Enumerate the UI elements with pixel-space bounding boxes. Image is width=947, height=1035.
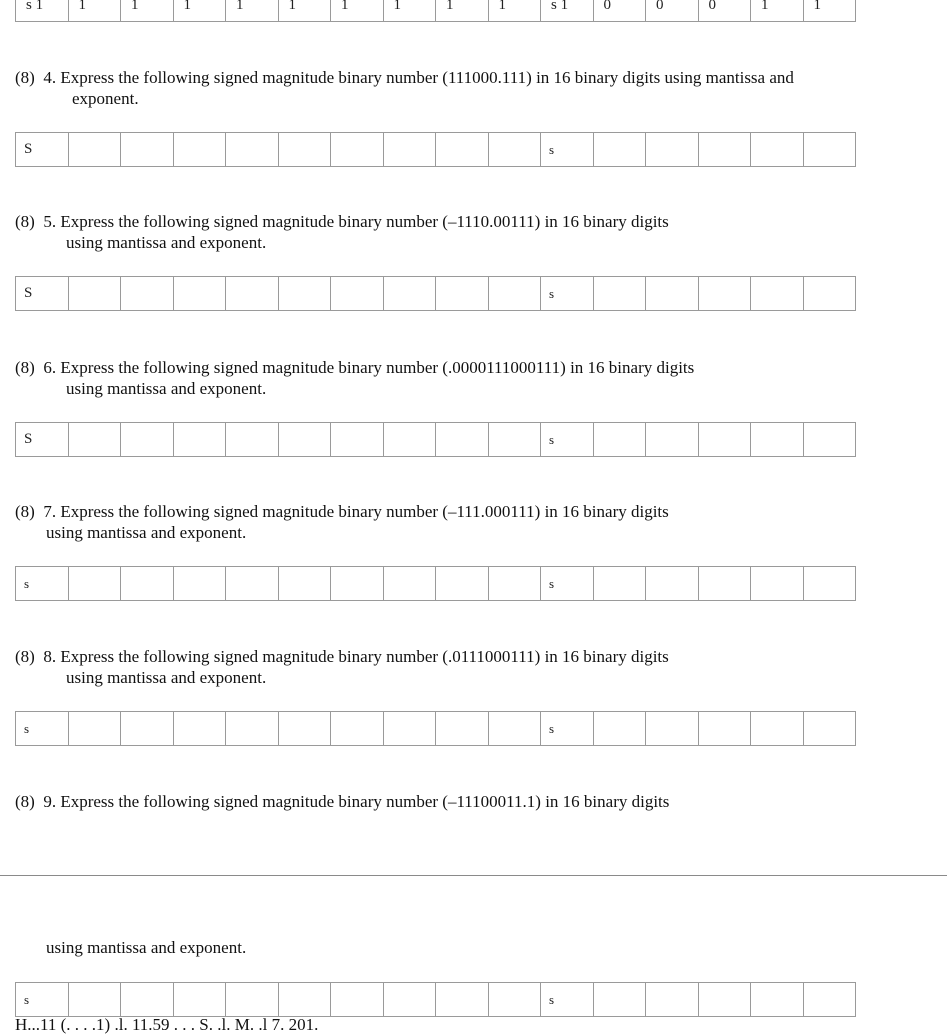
exponent-cell[interactable] xyxy=(594,983,647,1016)
mantissa-cell[interactable] xyxy=(489,133,542,166)
exponent-cell[interactable] xyxy=(646,277,699,310)
question-text-cont: using mantissa and exponent. xyxy=(66,668,267,687)
exponent-cell[interactable] xyxy=(594,712,647,745)
exponent-cell[interactable] xyxy=(804,712,857,745)
grid-cell: 0 xyxy=(699,0,752,21)
question-points: (8) xyxy=(15,68,35,87)
grid-cell: 1 xyxy=(121,0,174,21)
mantissa-cell[interactable] xyxy=(121,983,174,1016)
grid-cell: 1 xyxy=(174,0,227,21)
question-text: 9. Express the following signed magnitude binary number (–11100011.1) in 16 binary digits xyxy=(43,792,670,811)
mantissa-cell[interactable] xyxy=(279,567,332,600)
question-points: (8) xyxy=(15,792,35,811)
exponent-cell[interactable] xyxy=(646,133,699,166)
exponent-cell[interactable] xyxy=(594,567,647,600)
exponent-cell[interactable] xyxy=(646,712,699,745)
exponent-cell[interactable] xyxy=(804,983,857,1016)
question-7 xyxy=(15,501,935,543)
sign-cell[interactable]: S xyxy=(16,423,69,456)
grid-cell: 0 xyxy=(646,0,699,21)
grid-cell: 1 xyxy=(331,0,384,21)
sign-cell[interactable]: S xyxy=(16,277,69,310)
mantissa-cell[interactable] xyxy=(331,133,384,166)
exponent-sign-cell[interactable]: s xyxy=(541,133,594,166)
exponent-cell[interactable] xyxy=(751,712,804,745)
mantissa-cell[interactable] xyxy=(384,423,437,456)
exponent-cell[interactable] xyxy=(751,277,804,310)
mantissa-cell[interactable] xyxy=(174,133,227,166)
grid-cell: 1 xyxy=(436,0,489,21)
question-9 xyxy=(15,791,935,812)
mantissa-cell[interactable] xyxy=(331,423,384,456)
mantissa-cell[interactable] xyxy=(436,423,489,456)
exponent-cell[interactable] xyxy=(751,423,804,456)
question-text: 5. Express the following signed magnitude binary number (–1110.00111) in 16 binary digits xyxy=(43,212,669,231)
mantissa-cell[interactable] xyxy=(384,277,437,310)
question-text: 4. Express the following signed magnitude binary number (111000.111) in 16 binary digits using mantissa and xyxy=(43,68,794,87)
mantissa-cell[interactable] xyxy=(436,567,489,600)
mantissa-cell[interactable] xyxy=(489,567,542,600)
question-points: (8) xyxy=(15,212,35,231)
grid-cell: 1 xyxy=(804,0,857,21)
grid-cell: s 1 xyxy=(541,0,594,21)
mantissa-cell[interactable] xyxy=(174,712,227,745)
mantissa-cell[interactable] xyxy=(226,277,279,310)
mantissa-cell[interactable] xyxy=(489,983,542,1016)
answer-grid-q8 xyxy=(15,711,856,746)
question-6 xyxy=(15,357,935,399)
exponent-cell[interactable] xyxy=(699,712,752,745)
exponent-sign-cell[interactable]: s xyxy=(541,712,594,745)
answer-grid-q7 xyxy=(15,566,856,601)
sign-cell[interactable]: s xyxy=(16,712,69,745)
mantissa-cell[interactable] xyxy=(331,277,384,310)
exponent-cell[interactable] xyxy=(699,983,752,1016)
grid-cell: 1 xyxy=(226,0,279,21)
mantissa-cell[interactable] xyxy=(226,983,279,1016)
mantissa-cell[interactable] xyxy=(489,712,542,745)
mantissa-cell[interactable] xyxy=(69,277,122,310)
mantissa-cell[interactable] xyxy=(279,133,332,166)
mantissa-cell[interactable] xyxy=(436,712,489,745)
mantissa-cell[interactable] xyxy=(121,567,174,600)
exponent-cell[interactable] xyxy=(646,423,699,456)
mantissa-cell[interactable] xyxy=(331,567,384,600)
grid-cell: 1 xyxy=(384,0,437,21)
exponent-cell[interactable] xyxy=(699,277,752,310)
exponent-sign-cell[interactable]: s xyxy=(541,567,594,600)
grid-cell: 1 xyxy=(69,0,122,21)
mantissa-cell[interactable] xyxy=(69,983,122,1016)
mantissa-cell[interactable] xyxy=(384,133,437,166)
mantissa-cell[interactable] xyxy=(121,133,174,166)
exponent-sign-cell[interactable]: s xyxy=(541,277,594,310)
answer-grid-q6 xyxy=(15,422,856,457)
exponent-cell[interactable] xyxy=(594,277,647,310)
question-text-cont: using mantissa and exponent. xyxy=(66,233,267,252)
exponent-cell[interactable] xyxy=(699,567,752,600)
exponent-cell[interactable] xyxy=(804,133,857,166)
question-text: 8. Express the following signed magnitude binary number (.0111000111) in 16 binary digits xyxy=(43,647,669,666)
question-text-cont: using mantissa and exponent. xyxy=(46,523,247,542)
page-break-divider xyxy=(0,875,947,876)
exponent-sign-cell[interactable]: s xyxy=(541,983,594,1016)
footer-text: H...11 (. . . .1) .l. 11.59 . . . S. .l. M. .l 7. 201. xyxy=(15,1015,319,1034)
mantissa-cell[interactable] xyxy=(226,712,279,745)
mantissa-cell[interactable] xyxy=(331,712,384,745)
mantissa-cell[interactable] xyxy=(384,567,437,600)
question-text-cont: using mantissa and exponent. xyxy=(46,938,247,957)
question-5 xyxy=(15,211,935,253)
exponent-cell[interactable] xyxy=(699,133,752,166)
mantissa-cell[interactable] xyxy=(69,423,122,456)
question-points: (8) xyxy=(15,358,35,377)
exponent-cell[interactable] xyxy=(804,567,857,600)
exponent-cell[interactable] xyxy=(804,423,857,456)
mantissa-cell[interactable] xyxy=(69,712,122,745)
mantissa-cell[interactable] xyxy=(121,712,174,745)
question-text-cont: exponent. xyxy=(72,89,139,108)
question-points: (8) xyxy=(15,647,35,666)
mantissa-cell[interactable] xyxy=(279,712,332,745)
exponent-cell[interactable] xyxy=(594,133,647,166)
question-8 xyxy=(15,646,935,688)
mantissa-cell[interactable] xyxy=(489,277,542,310)
mantissa-cell[interactable] xyxy=(226,567,279,600)
previous-answer-grid xyxy=(15,0,856,22)
mantissa-cell[interactable] xyxy=(226,423,279,456)
answer-grid-q5 xyxy=(15,276,856,311)
answer-grid-q4 xyxy=(15,132,856,167)
mantissa-cell[interactable] xyxy=(226,133,279,166)
mantissa-cell[interactable] xyxy=(436,983,489,1016)
sign-cell[interactable]: S xyxy=(16,133,69,166)
mantissa-cell[interactable] xyxy=(279,277,332,310)
mantissa-cell[interactable] xyxy=(121,277,174,310)
question-points: (8) xyxy=(15,502,35,521)
grid-cell: s 1 xyxy=(16,0,69,21)
mantissa-cell[interactable] xyxy=(174,277,227,310)
exponent-cell[interactable] xyxy=(751,133,804,166)
mantissa-cell[interactable] xyxy=(121,423,174,456)
exponent-sign-cell[interactable]: s xyxy=(541,423,594,456)
mantissa-cell[interactable] xyxy=(69,133,122,166)
mantissa-cell[interactable] xyxy=(279,983,332,1016)
exponent-cell[interactable] xyxy=(751,567,804,600)
question-text: 7. Express the following signed magnitude binary number (–111.000111) in 16 binary digits xyxy=(43,502,669,521)
exponent-cell[interactable] xyxy=(594,423,647,456)
grid-cell: 1 xyxy=(279,0,332,21)
answer-grid-q9 xyxy=(15,982,856,1017)
mantissa-cell[interactable] xyxy=(174,567,227,600)
sign-cell[interactable]: s xyxy=(16,567,69,600)
mantissa-cell[interactable] xyxy=(279,423,332,456)
exponent-cell[interactable] xyxy=(804,277,857,310)
exponent-cell[interactable] xyxy=(646,983,699,1016)
mantissa-cell[interactable] xyxy=(436,133,489,166)
mantissa-cell[interactable] xyxy=(384,712,437,745)
grid-cell: 1 xyxy=(489,0,542,21)
mantissa-cell[interactable] xyxy=(174,423,227,456)
question-text-cont: using mantissa and exponent. xyxy=(66,379,267,398)
mantissa-cell[interactable] xyxy=(174,983,227,1016)
question-4 xyxy=(15,67,935,109)
exponent-cell[interactable] xyxy=(751,983,804,1016)
mantissa-cell[interactable] xyxy=(489,423,542,456)
question-text: 6. Express the following signed magnitude binary number (.0000111000111) in 16 binary digits xyxy=(43,358,695,377)
sign-cell[interactable]: s xyxy=(16,983,69,1016)
exponent-cell[interactable] xyxy=(699,423,752,456)
grid-cell: 1 xyxy=(751,0,804,21)
question-9-continued xyxy=(15,937,947,958)
exponent-cell[interactable] xyxy=(646,567,699,600)
mantissa-cell[interactable] xyxy=(384,983,437,1016)
mantissa-cell[interactable] xyxy=(69,567,122,600)
mantissa-cell[interactable] xyxy=(331,983,384,1016)
mantissa-cell[interactable] xyxy=(436,277,489,310)
grid-cell: 0 xyxy=(594,0,647,21)
